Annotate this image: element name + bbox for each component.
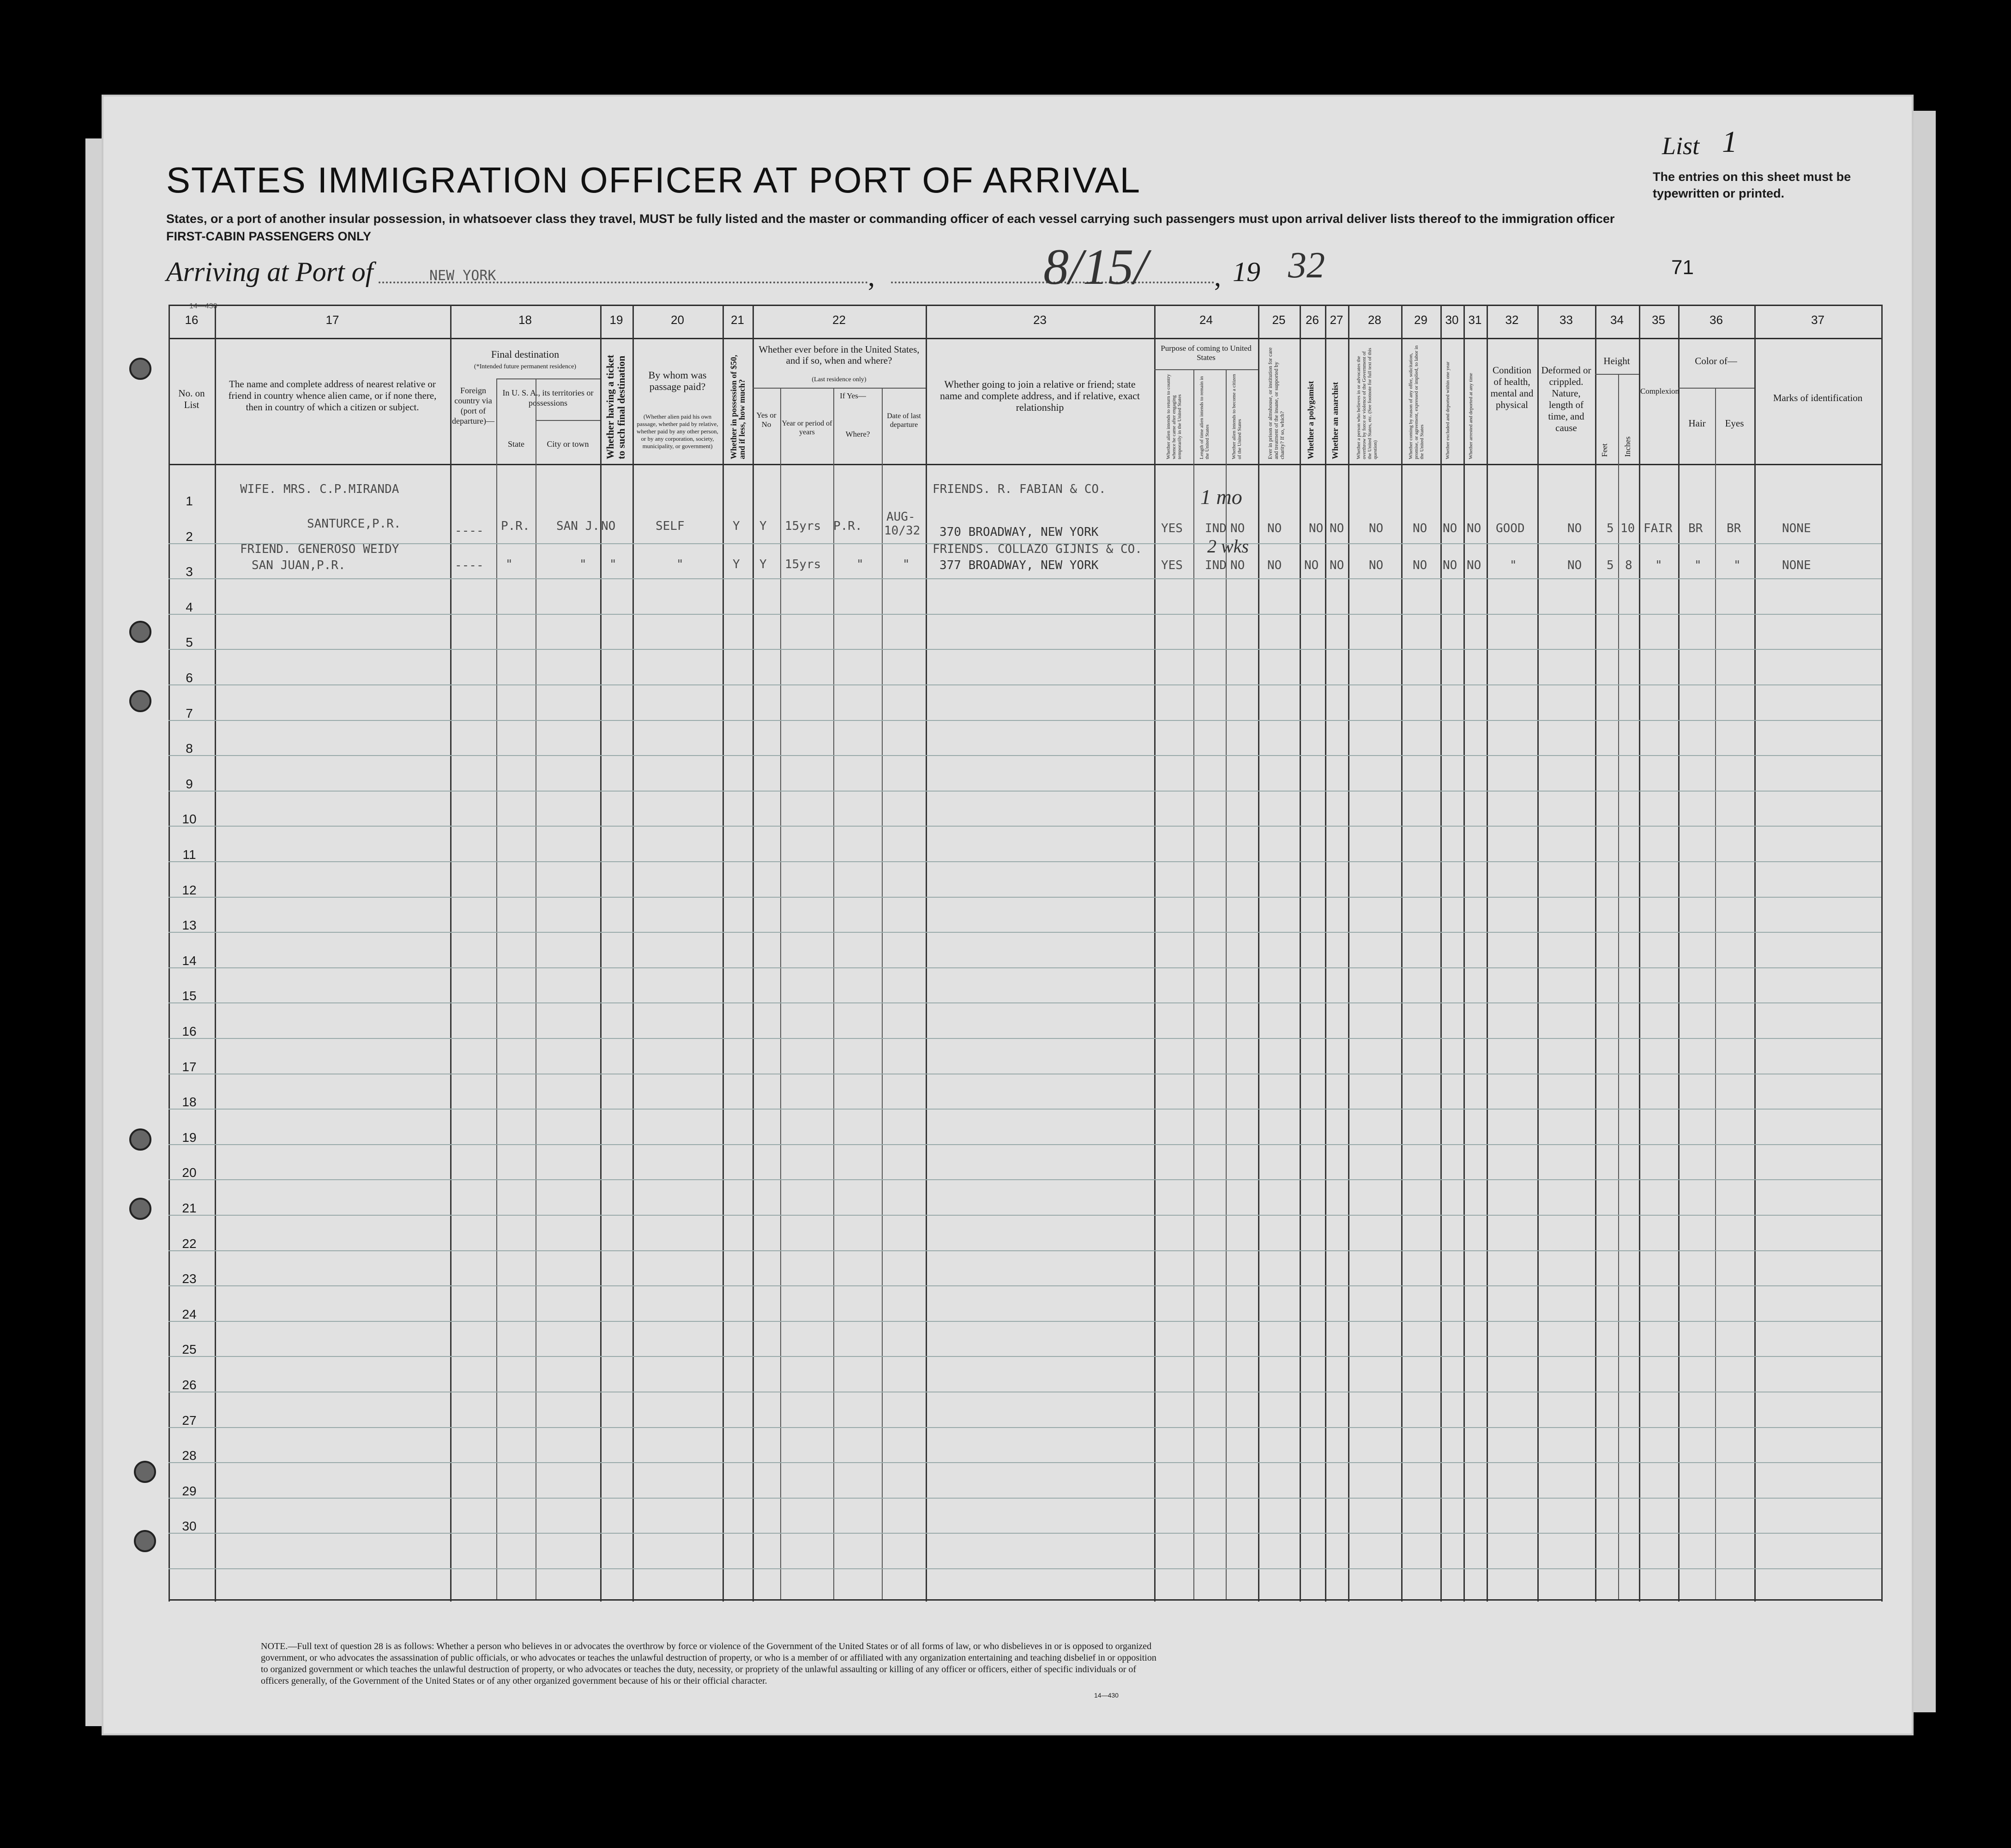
entry2-eyes: " — [1734, 558, 1741, 572]
row-rule — [169, 1285, 1881, 1286]
comma: , — [1214, 261, 1221, 292]
row-number: 17 — [182, 1059, 197, 1074]
entry2-length-stay: IND — [1205, 558, 1227, 572]
header-return-intent: Whether alien intends to return to country whence he came after engaging temporarily in the United States — [1166, 374, 1182, 459]
entry1-deported: NO — [1467, 522, 1481, 535]
row-number: 1 — [186, 494, 193, 508]
entry2-been-before: Y — [759, 558, 767, 571]
entry2-deformed: NO — [1567, 558, 1582, 572]
header-height: Height — [1603, 355, 1630, 366]
entry2-money: Y — [733, 558, 740, 571]
header-ticket: Whether having a ticket to such final destination — [604, 354, 627, 459]
entry1-complexion: FAIR — [1644, 522, 1673, 535]
entry1-last-departure-2: 10/32 — [884, 524, 921, 538]
entry2-where: " — [856, 558, 864, 571]
entry1-labor: NO — [1413, 522, 1427, 535]
header-relative: The name and complete address of nearest relative or friend in country whence alien came, or if none there, then in country of which a citizen or subject. — [228, 378, 437, 413]
header-health: Condition of health, mental and physical — [1490, 365, 1534, 410]
subcol-line — [1678, 388, 1754, 389]
row-number: 22 — [182, 1236, 197, 1251]
row-number: 27 — [182, 1413, 197, 1428]
entry2-complexion: " — [1655, 558, 1662, 572]
col-line — [926, 305, 927, 1602]
header-polygamist: Whether a polygamist — [1306, 381, 1315, 459]
entry2-labor: NO — [1413, 558, 1427, 572]
entry1-return: YES — [1161, 522, 1183, 535]
entry2-prison: NO — [1267, 558, 1282, 572]
entry2-hair: " — [1694, 558, 1702, 572]
row-number: 14 — [182, 953, 197, 968]
row-number: 10 — [182, 812, 197, 827]
entry1-where: P.R. — [833, 519, 862, 533]
header-deported: Whether arrested and deported at any time — [1468, 373, 1474, 459]
header-foreign-via: Foreign country via (port of departure)— — [452, 386, 494, 426]
subcol-line — [496, 378, 497, 1599]
row-rule — [169, 1179, 1881, 1180]
binder-hole — [134, 1461, 156, 1483]
row-number: 24 — [182, 1307, 197, 1321]
row-number: 20 — [182, 1165, 197, 1180]
colnum-36: 36 — [1710, 313, 1723, 327]
entry1-eyes: BR — [1727, 522, 1741, 535]
col-line — [1754, 305, 1756, 1602]
colnum-34: 34 — [1610, 313, 1624, 327]
colnum-30: 30 — [1445, 313, 1459, 327]
header-final-destination: Final destination — [491, 348, 560, 360]
row-rule — [169, 897, 1881, 898]
col-line — [1300, 305, 1301, 1602]
entry2-deported: NO — [1467, 558, 1481, 572]
binder-hole — [129, 690, 151, 712]
header-anarchist: Whether an anarchist — [1331, 382, 1340, 459]
colnum-37: 37 — [1811, 313, 1824, 327]
port-name: NEW YORK — [429, 268, 496, 284]
row-number: 11 — [182, 847, 196, 862]
colnum-33: 33 — [1559, 313, 1573, 327]
header-in-usa: In U. S. A., its territories or possessions — [502, 388, 594, 408]
header-bottom-border — [169, 464, 1881, 465]
col-line — [1154, 305, 1156, 1602]
col-line — [1639, 305, 1640, 1602]
subcol-line — [1595, 374, 1639, 375]
header-city: City or town — [547, 439, 589, 449]
row-number: 5 — [186, 635, 193, 650]
entry1-citizen: NO — [1230, 522, 1245, 535]
header-labor: Whether coming by reason of any offer, solicitation, promise, or agreement, expressed or implied, to labor in the United States — [1408, 345, 1425, 459]
row-number: 30 — [182, 1519, 197, 1534]
entry1-anarchist: NO — [1330, 522, 1344, 535]
entry2-relative-line2: SAN JUAN,P.R. — [252, 558, 346, 572]
colnum-24: 24 — [1199, 313, 1213, 327]
row-number: 13 — [182, 918, 197, 933]
page-number: 71 — [1671, 256, 1694, 279]
header-deformed: Deformed or crippled. Nature, length of time, and cause — [1541, 365, 1591, 433]
header-yes-no: Yes or No — [756, 411, 777, 429]
entry1-state: P.R. — [501, 519, 530, 533]
entry1-health: GOOD — [1496, 522, 1525, 535]
colnum-27: 27 — [1330, 313, 1343, 327]
entry1-relative-line2: SANTURCE,P.R. — [307, 517, 401, 531]
row-rule — [169, 720, 1881, 721]
col-line — [753, 305, 754, 1602]
col-line — [723, 305, 724, 1602]
footnote: NOTE.—Full text of question 28 is as follows: Whether a person who believes in or advocates the overthrow by force or violence of the Government of the United States or of all forms of law, or who disbelieves in or is opposed to organized government, or who advocates the assassination of public officials, or who advocates or teaches the unlawful destruction of property, or who is a member of or affiliated with any organization entertaining and teaching disbelief in or opposition to organized government or which teaches the unlawful destruction of property, or who advocates or teaches the duty, necessity, or propriety of the unlawful assaulting or killing of any officer or officers, either of specific individuals or of officers generally, of the Government of the United States or of any other organized government because of his or their official character. — [261, 1641, 1156, 1686]
col-line — [600, 305, 602, 1602]
col-line — [1325, 305, 1326, 1602]
header-overthrow: Whether a person who believes in or advocates the overthrow by force or violence of the Government of the United States, etc. (See footnote for full text of this question) — [1356, 348, 1378, 459]
colnum-18: 18 — [518, 313, 532, 327]
row-rule — [169, 649, 1881, 650]
subcol-line — [1715, 388, 1716, 1599]
subcol-line — [1618, 374, 1619, 1599]
colnum-35: 35 — [1652, 313, 1665, 327]
entry1-length-stay: IND — [1205, 522, 1227, 535]
entry2-city: " — [579, 558, 587, 571]
header-inches: Inches — [1623, 436, 1632, 457]
row-rule — [169, 826, 1881, 827]
entry1-joining-line1: FRIENDS. R. FABIAN & CO. — [933, 482, 1106, 496]
colnum-26: 26 — [1306, 313, 1319, 327]
binder-hole — [129, 1128, 151, 1151]
row-number: 2 — [186, 529, 193, 544]
row-rule — [169, 1144, 1881, 1145]
subcol-line — [833, 388, 834, 1599]
arrival-date: 8/15/ — [1043, 239, 1148, 295]
form-code: 14—430 — [189, 302, 217, 310]
row-number: 6 — [186, 671, 193, 685]
binder-hole — [129, 621, 151, 643]
header-joining: Whether going to join a relative or friend; state name and complete address, and if relative, exact relationship — [939, 378, 1140, 413]
col-line — [450, 305, 452, 1602]
entry1-city: SAN J. — [556, 519, 600, 533]
entry1-prison: NO — [1267, 522, 1282, 535]
col-line — [1440, 305, 1442, 1602]
col-line — [215, 305, 216, 1602]
entry1-inches: 10 — [1620, 522, 1635, 535]
row-number: 8 — [186, 741, 193, 756]
footnote-code: 14—430 — [1094, 1692, 1119, 1699]
row-number: 29 — [182, 1483, 197, 1498]
header-prison: Ever in prison or almshouse, or institution for care and treatment of the insane, or supported by charity? If so, which? — [1267, 347, 1285, 459]
entry2-overthrow: NO — [1369, 558, 1384, 572]
comma: , — [868, 261, 875, 292]
row-rule — [169, 932, 1881, 933]
row-rule — [169, 1250, 1881, 1251]
colnum-21: 21 — [731, 313, 744, 327]
entry1-joining-line2: 370 BROADWAY, NEW YORK — [939, 525, 1099, 539]
row-number: 26 — [182, 1378, 197, 1392]
colnum-20: 20 — [671, 313, 684, 327]
col-line — [1348, 305, 1349, 1602]
table-bottom-border — [169, 1599, 1881, 1601]
entry2-last-departure-1: " — [903, 558, 910, 571]
row-rule — [169, 1038, 1881, 1039]
entry2-state: " — [506, 558, 513, 571]
header-where: Where? — [845, 430, 870, 438]
arriving-label: Arriving at Port of — [166, 257, 373, 287]
col-line — [1881, 305, 1883, 1602]
subcol-line — [753, 388, 926, 389]
entry2-joining-line1: FRIENDS. COLLAZO GIJNIS & CO. — [933, 542, 1142, 556]
entry2-foreign-via: ---- — [455, 558, 484, 572]
row-rule — [169, 1109, 1881, 1110]
col-line — [1537, 305, 1539, 1602]
table-top-border — [169, 305, 1881, 306]
colnum-32: 32 — [1505, 313, 1519, 327]
entries-note: The entries on this sheet must be typewritten or printed. — [1653, 170, 1851, 200]
row-rule — [169, 1321, 1881, 1322]
entry2-joining-line2: 377 BROADWAY, NEW YORK — [939, 558, 1099, 572]
subtitle-line1: States, or a port of another insular possession, in whatsoever class they travel, MUST be fully listed and the master or commanding officer of each vessel carrying such passengers must upon arrival deliver lists thereof to the immigration officer — [166, 212, 1615, 226]
header-marks: Marks of identification — [1773, 392, 1863, 403]
subcol-line — [496, 378, 600, 379]
entry1-polygamist: NO — [1309, 522, 1324, 535]
row-rule — [169, 1002, 1881, 1003]
header-no-on-list: No. on List — [178, 388, 205, 410]
list-number: 1 — [1722, 125, 1737, 159]
row-number: 19 — [182, 1130, 197, 1145]
page-title: STATES IMMIGRATION OFFICER AT PORT OF ARRIVAL — [166, 160, 1141, 200]
entry1-foreign-via: ---- — [455, 524, 484, 538]
row-number: 16 — [182, 1024, 197, 1038]
entry2-years: 15yrs — [785, 558, 821, 571]
col-line — [1678, 305, 1680, 1602]
header-passage-paid: By whom was passage paid? — [648, 369, 707, 392]
row-number: 4 — [186, 600, 193, 614]
colnum-22: 22 — [832, 313, 846, 327]
entry2-marks: NONE — [1782, 558, 1811, 572]
row-number: 3 — [186, 564, 193, 579]
header-citizen-intent: Whether alien intends to become a citizen of the United States — [1231, 374, 1242, 459]
binder-hole — [129, 1198, 151, 1220]
header-been-before-note: (Last residence only) — [812, 376, 867, 383]
header-final-destination-note: (*Intended future permanent residence) — [474, 363, 577, 370]
col-line — [1401, 305, 1403, 1602]
row-rule — [169, 967, 1881, 968]
entry1-paid-by: SELF — [656, 519, 685, 533]
subcol-line — [882, 388, 883, 1599]
subtitle — [166, 210, 1690, 245]
header-complexion: Complexion — [1640, 387, 1680, 396]
row-rule — [169, 1462, 1881, 1463]
entry1-ticket: NO — [601, 519, 616, 533]
entry1-overthrow: NO — [1369, 522, 1384, 535]
row-rule — [169, 1498, 1881, 1499]
row-rule — [169, 614, 1881, 615]
row-rule — [169, 1568, 1881, 1569]
row-rule — [169, 791, 1881, 792]
entry1-money: Y — [733, 519, 740, 533]
col-line — [1595, 305, 1596, 1602]
entry1-hair: BR — [1688, 522, 1703, 535]
row-number: 21 — [182, 1201, 197, 1215]
col-line — [1463, 305, 1465, 1602]
row-number: 12 — [182, 882, 197, 897]
colnum-28: 28 — [1368, 313, 1381, 327]
row-number: 7 — [186, 706, 193, 720]
entry2-return: YES — [1161, 558, 1183, 572]
header-been-before: Whether ever before in the United States, and if so, when and where? — [759, 344, 920, 366]
entry1-excluded: NO — [1443, 522, 1457, 535]
row-rule — [169, 1427, 1881, 1428]
subcol-line — [1154, 369, 1258, 370]
entry2-health: " — [1510, 558, 1517, 572]
subcol-line — [536, 420, 600, 421]
entry1-last-departure-1: AUG- — [886, 510, 915, 524]
row-rule — [169, 861, 1881, 862]
colnum-31: 31 — [1468, 313, 1482, 327]
entry2-polygamist: NO — [1304, 558, 1319, 572]
row-rule — [169, 578, 1881, 579]
header-hair: Hair — [1688, 418, 1706, 429]
header-year: Year or period of years — [782, 420, 832, 436]
header-eyes: Eyes — [1725, 418, 1744, 429]
row-number: 23 — [182, 1272, 197, 1286]
entry2-relative-line1: FRIEND. GENEROSO WEIDY — [240, 542, 399, 556]
col-line — [1258, 305, 1259, 1602]
colnum-29: 29 — [1414, 313, 1427, 327]
header-excluded: Whether excluded and deported within one year — [1445, 361, 1451, 459]
entry2-length-handwritten: 2 wks — [1207, 536, 1249, 557]
binder-hole — [134, 1530, 156, 1552]
entry1-feet: 5 — [1607, 522, 1614, 535]
header-passage-paid-note: (Whether alien paid his own passage, whether paid by relative, whether paid by any other person, or by any corporation, society, municipality, or government) — [637, 413, 718, 450]
row-number: 25 — [182, 1342, 197, 1357]
row-number: 15 — [182, 989, 197, 1003]
entry1-relative-line1: WIFE. MRS. C.P.MIRANDA — [240, 482, 399, 496]
row-rule — [169, 1356, 1881, 1357]
entry2-inches: 8 — [1625, 558, 1632, 572]
header-if-yes: If Yes— — [840, 391, 866, 400]
entry1-marks: NONE — [1782, 522, 1811, 535]
colnum-23: 23 — [1033, 313, 1047, 327]
manifest-table — [169, 305, 1881, 1602]
col-line — [1487, 305, 1488, 1602]
entry2-ticket: " — [609, 558, 617, 571]
header-length-stay: Length of time alien intends to remain in the United States — [1199, 376, 1210, 459]
row-number: 28 — [182, 1448, 197, 1463]
year-prefix: 19 — [1233, 257, 1260, 287]
entry2-citizen: NO — [1230, 558, 1245, 572]
row-number: 9 — [186, 776, 193, 791]
year-handwritten: 32 — [1288, 245, 1325, 286]
subtitle-line2: FIRST-CABIN PASSENGERS ONLY — [166, 229, 372, 243]
row-rule — [169, 755, 1881, 756]
header-last-departure: Date of last departure — [887, 412, 921, 429]
header-divider — [169, 338, 1881, 339]
entry1-length-handwritten: 1 mo — [1200, 485, 1242, 509]
header-feet: Feet — [1600, 443, 1609, 457]
header-money: Whether in possession of $50, and if less, how much? — [729, 354, 747, 459]
header-color: Color of— — [1695, 355, 1737, 366]
row-rule — [169, 1533, 1881, 1534]
entry2-paid-by: " — [676, 558, 684, 571]
subcol-line — [780, 388, 781, 1599]
entry2-excluded: NO — [1443, 558, 1457, 572]
entry1-deformed: NO — [1567, 522, 1582, 535]
list-label: List — [1662, 132, 1700, 160]
colnum-25: 25 — [1272, 313, 1286, 327]
header-purpose: Purpose of coming to United States — [1161, 344, 1252, 362]
entry2-anarchist: NO — [1330, 558, 1344, 572]
binder-hole — [129, 358, 151, 380]
row-rule — [169, 684, 1881, 685]
row-rule — [169, 1215, 1881, 1216]
header-state: State — [508, 439, 524, 449]
colnum-16: 16 — [185, 313, 199, 327]
colnum-19: 19 — [609, 313, 623, 327]
col-line — [632, 305, 634, 1602]
subcol-line — [1193, 369, 1194, 1599]
row-number: 18 — [182, 1095, 197, 1110]
entry2-feet: 5 — [1607, 558, 1614, 572]
colnum-17: 17 — [325, 313, 339, 327]
entry1-years: 15yrs — [785, 519, 821, 533]
entry1-been-before: Y — [759, 519, 767, 533]
